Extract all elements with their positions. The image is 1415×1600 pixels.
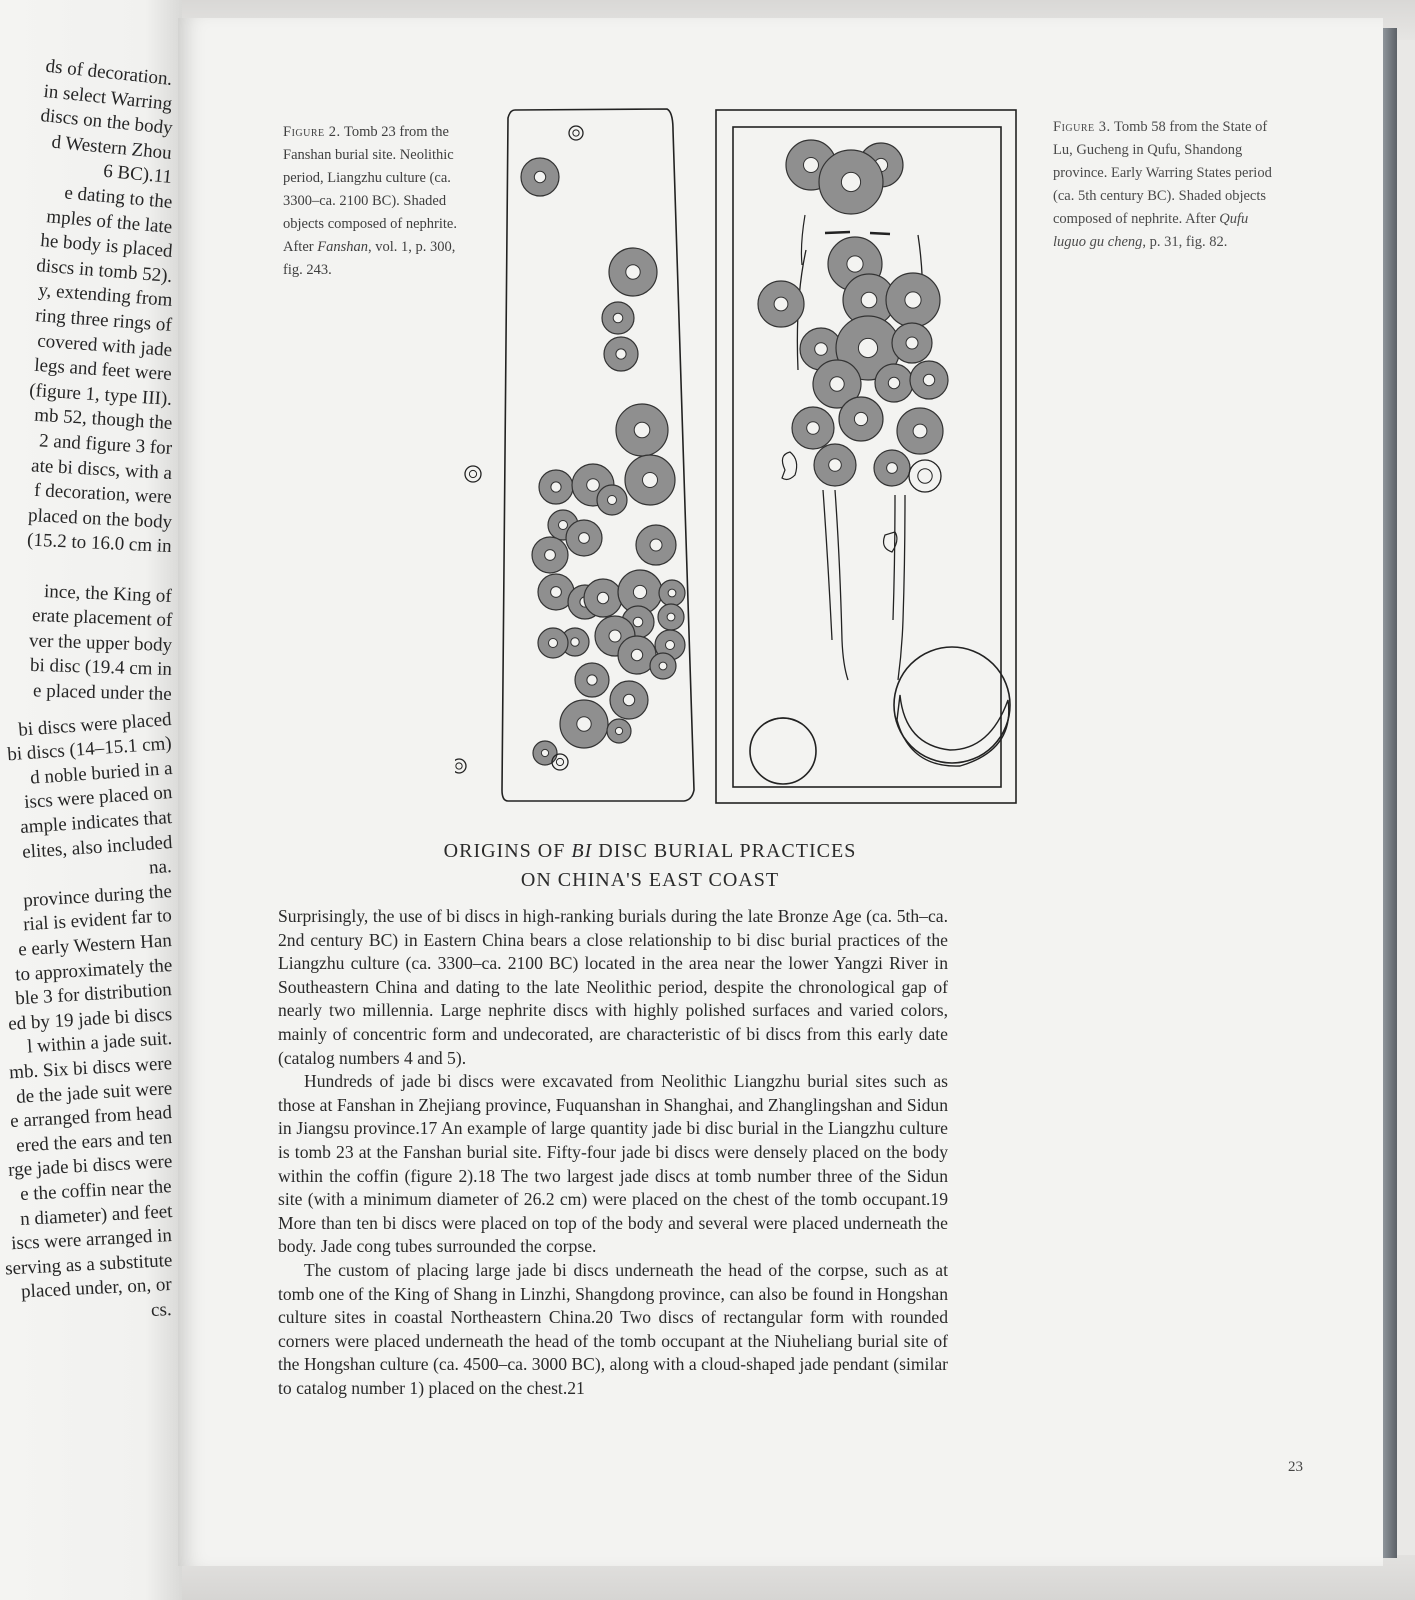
left-page-line: mples of the late: [45, 205, 173, 238]
jade-bi-disc-hole: [571, 638, 579, 646]
jade-bi-disc-hole: [597, 592, 608, 603]
jade-bi-disc-hole: [923, 374, 934, 385]
figure-3-label: Figure 3.: [1053, 119, 1111, 135]
left-page-line: mb 52, though the: [33, 405, 173, 435]
figure-2-source-title: Fanshan: [317, 239, 368, 255]
left-page-line: f decoration, were: [33, 480, 173, 509]
left-page-line: ince, the King of: [44, 580, 173, 607]
jade-bi-disc-hole: [847, 256, 863, 272]
left-page-line: ver the upper body: [28, 630, 173, 656]
jade-bi-disc-hole: [888, 377, 899, 388]
left-page-line: ble 3 for distribution: [14, 979, 173, 1010]
figure-2-caption-text: Tomb 23 from the Fanshan burial site. Neolithic period, Liangzhu culture (ca. 3300–ca. 2100 BC). Shaded objects composed of nephrite. After: [283, 124, 457, 255]
left-page-line: iscs were arranged in: [10, 1225, 173, 1255]
jade-bi-disc-hole: [887, 463, 898, 474]
left-page-line: ed by 19 jade bi discs: [7, 1003, 173, 1035]
jade-bi-disc-hole: [774, 297, 788, 311]
left-page-line: erate placement of: [31, 605, 173, 632]
jade-bi-disc-hole: [541, 749, 548, 756]
small-ring: [456, 763, 462, 769]
figure-2-source-ref: , vol. 1, p. 300, fig. 243.: [283, 239, 456, 278]
jade-bi-disc-hole: [608, 496, 617, 505]
jade-bi-disc-hole: [551, 482, 561, 492]
left-page-line: ered the ears and ten: [15, 1126, 173, 1157]
left-page-line: rial is evident far to: [22, 905, 173, 936]
jade-bi-disc-hole: [587, 479, 600, 492]
left-page-line: rge jade bi discs were: [7, 1151, 173, 1182]
left-page-line: ring three rings of: [34, 305, 173, 336]
left-page-line: (figure 1, type III).: [28, 379, 173, 410]
jade-bi-disc-hole: [861, 292, 877, 308]
jade-bi-disc-hole: [579, 533, 590, 544]
jade-bi-disc-hole: [633, 585, 646, 598]
section-heading-line-2: ON CHINA'S EAST COAST: [520, 869, 780, 891]
jade-bi-disc-hole: [634, 422, 650, 438]
figure-3-source-title: Qufu luguo gu cheng: [1053, 211, 1249, 250]
jade-bi-disc-hole: [643, 473, 658, 488]
figure-3-caption-text: Tomb 58 from the State of Lu, Gucheng in Qufu, Shandong province. Early Warring States period (ca. 5th century BC). Shaded objects composed of nephrite. After: [1053, 119, 1272, 227]
left-page-line: ample indicates that: [19, 807, 173, 839]
figure-3-tomb-58-plan: [716, 110, 1016, 803]
figure-3-source-ref: , p. 31, fig. 82.: [1142, 234, 1228, 250]
jade-bi-disc-hole: [559, 521, 568, 530]
left-page-line: to approximately the: [14, 954, 173, 986]
left-page-line: serving as a substitute: [4, 1249, 173, 1280]
small-ring: [455, 759, 466, 773]
jade-bi-disc-hole: [667, 613, 675, 621]
jade-bi-disc-hole: [549, 639, 558, 648]
left-page-line: e dating to the: [63, 182, 173, 213]
jade-bi-disc-hole: [854, 412, 867, 425]
paragraph-3: The custom of placing large jade bi discs underneath the head of the corpse, such as at tomb one of the King of Shang in Linzhi, Shangdong province, can also be found in Hongshan culture sites in coastal Northeastern China.20 Two discs of rectangular form with rounded corners were placed underneath the head of the tomb occupant at the Niuheliang burial site of the Hongshan culture (ca. 4500–ca. 3000 BC), along with a cloud-shaped jade pendant (similar to catalog number 1) placed on the chest.21: [278, 1259, 948, 1398]
body-text: [278, 905, 948, 1400]
small-ring: [556, 758, 563, 765]
jade-bi-disc-hole: [804, 158, 819, 173]
section-heading: [300, 837, 1000, 895]
left-page-line: e placed under the: [33, 680, 173, 705]
jade-bi-disc-hole: [534, 171, 545, 182]
jade-bi-disc-hole: [807, 422, 820, 435]
left-page-line: d Western Zhou: [51, 131, 174, 164]
left-page-line: province during the: [22, 880, 173, 912]
jade-bi-disc-hole: [905, 292, 921, 308]
left-page-line: de the jade suit were: [15, 1077, 173, 1108]
figure-2-caption: [283, 121, 478, 282]
left-page-line: bi disc (19.4 cm in: [29, 655, 173, 681]
left-page-line: (15.2 to 16.0 cm in: [27, 529, 173, 558]
small-ring: [573, 130, 579, 136]
figure-2-tomb-23-plan: [455, 109, 694, 801]
jade-bi-disc-hole: [650, 539, 662, 551]
left-page-line: 2 and figure 3 for: [38, 430, 173, 459]
left-page-line: ds of decoration.: [44, 55, 174, 90]
left-page-line: y, extending from: [37, 280, 173, 312]
small-ring: [569, 126, 583, 140]
jade-bi-disc-hole: [858, 338, 877, 357]
left-page-line: e arranged from head: [9, 1102, 173, 1133]
left-page-line: d noble buried in a: [29, 757, 173, 789]
jade-bi-disc-hole: [623, 694, 634, 705]
figure-3-caption: [1053, 116, 1278, 254]
left-page-line: discs in tomb 52).: [35, 255, 173, 287]
jade-bi-disc-hole: [577, 717, 591, 731]
section-heading-line-1: ORIGINS OF BI DISC BURIAL PRACTICES: [443, 840, 857, 862]
jade-bi-disc-hole: [841, 172, 860, 191]
jade-bi-disc-hole: [668, 589, 676, 597]
left-page-line: iscs were placed on: [23, 782, 173, 814]
left-page-line: covered with jade: [36, 330, 173, 361]
left-page-line: bi discs were placed: [18, 708, 173, 741]
jade-bi-disc-hole: [830, 377, 844, 391]
jade-bi-disc-hole: [631, 649, 642, 660]
jade-bi-disc-hole: [666, 641, 675, 650]
left-page-line: discs on the body: [39, 105, 174, 140]
jade-bi-disc-hole: [626, 265, 640, 279]
left-page-line: placed under, on, or: [20, 1274, 173, 1303]
stone-ring: [918, 469, 932, 483]
jade-bi-disc-hole: [545, 550, 556, 561]
left-page-line: legs and feet were: [33, 354, 173, 386]
jade-bi-disc-hole: [615, 727, 622, 734]
jade-bi-disc-hole: [829, 459, 842, 472]
left-page-line: mb. Six bi discs were: [8, 1053, 173, 1084]
small-ring: [552, 754, 568, 770]
jade-bi-disc-hole: [613, 313, 623, 323]
left-page-line: n diameter) and feet: [19, 1200, 173, 1230]
paragraph-1: Surprisingly, the use of bi discs in high-ranking burials during the late Bronze Age (ca. 5th–ca. 2nd century BC) in Eastern China bears a close relationship to bi disc burial practices of the Liangzhu culture (ca. 3300–ca. 2100 BC) located in the area near the lower Yangzi River in Southeastern China and dating to the late Neolithic period, despite the chronological gap of nearly two millennia. Large nephrite discs with highly polished surfaces and varied colors, mainly of concentric form and undecorated, are characteristic of bi discs from this early date (catalog numbers 4 and 5).: [278, 906, 948, 1068]
jade-bi-disc-hole: [913, 424, 927, 438]
left-page-line: in select Warring: [42, 80, 174, 115]
figure-2-label: Figure 2.: [283, 124, 341, 140]
left-page-line: placed on the body: [27, 504, 173, 533]
book-cover-edge: [1383, 28, 1397, 1558]
jade-bi-disc-hole: [633, 617, 643, 627]
stone-ring: [909, 460, 941, 492]
jade-bi-disc-hole: [659, 662, 667, 670]
jade-bi-disc-hole: [906, 337, 918, 349]
page-number: 23: [1288, 1459, 1303, 1475]
left-page-line: e the coffin near the: [20, 1176, 173, 1206]
left-page-line: l within a jade suit.: [26, 1028, 173, 1058]
left-page-line: na.: [148, 856, 173, 879]
jade-bi-disc-hole: [815, 343, 828, 356]
left-page-line: cs.: [150, 1299, 173, 1321]
small-ring: [469, 470, 476, 477]
left-page-line: elites, also included: [21, 831, 173, 863]
paragraph-2: Hundreds of jade bi discs were excavated from Neolithic Liangzhu burial sites such as those at Fanshan in Zhejiang province, Fuquanshan in Shanghai, and Zhanglingshan and Sidun in Jiangsu province.17 An example of large quantity jade bi disc burial in the Liangzhu culture is tomb 23 at the Fanshan burial site. Fifty-four jade bi discs were densely placed on the body within the coffin (figure 2).18 The two largest jade discs at tomb number three of the Sidun site (with a minimum diameter of 26.2 cm) were placed on the chest of the tomb occupant.19 More than ten bi discs were placed on top of the body and several were placed underneath the body. Jade cong tubes surrounded the corpse.: [278, 1071, 948, 1257]
left-page-line: 6 BC).11: [102, 161, 174, 189]
jade-bi-disc-hole: [587, 675, 597, 685]
left-page-line: e early Western Han: [17, 930, 173, 961]
jade-bi-disc-hole: [616, 349, 626, 359]
left-page: [0, 0, 182, 1600]
left-page-line: bi discs (14–15.1 cm): [6, 733, 173, 766]
left-page-line: ate bi discs, with a: [30, 454, 173, 484]
small-ring: [465, 466, 481, 482]
jade-bi-disc-hole: [609, 630, 621, 642]
left-page-line: he body is placed: [39, 230, 173, 263]
jade-bi-disc-hole: [551, 587, 562, 598]
tomb-plans-figure: [455, 100, 1055, 810]
